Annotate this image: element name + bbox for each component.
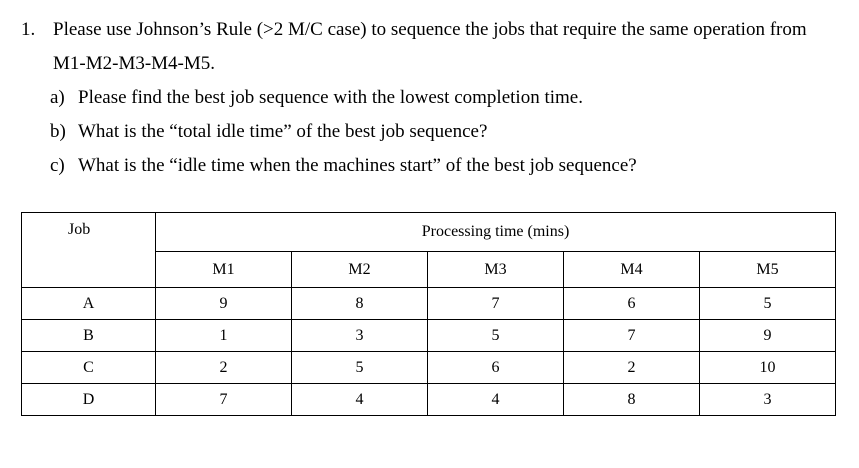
time-cell: 3 [292,320,428,352]
time-cell: 4 [428,384,564,416]
time-cell: 1 [156,320,292,352]
time-cell: 2 [156,352,292,384]
time-cell: 5 [292,352,428,384]
machine-header-m2: M2 [292,252,428,288]
question-text-line-1: Please use Johnson’s Rule (>2 M/C case) to sequence the jobs that require the same operation from [53,19,807,40]
sub-question-c-letter: c) [50,155,65,176]
time-cell: 6 [564,288,700,320]
job-column-header: Job [22,213,156,288]
table-row [22,288,836,320]
time-cell: 8 [564,384,700,416]
time-cell: 4 [292,384,428,416]
sub-question-a-letter: a) [50,87,65,108]
time-cell: 9 [156,288,292,320]
time-cell: 3 [700,384,836,416]
time-cell: 2 [564,352,700,384]
job-cell: B [22,320,156,352]
machine-header-m5: M5 [700,252,836,288]
processing-time-header: Processing time (mins) [156,213,836,252]
machine-header-m3: M3 [428,252,564,288]
table-row [22,384,836,416]
sub-question-b [50,120,487,144]
time-cell: 7 [156,384,292,416]
sub-question-c-text: What is the “idle time when the machines start” of the best job sequence? [78,155,637,176]
job-cell: C [22,352,156,384]
time-cell: 6 [428,352,564,384]
question-line-2 [53,52,215,76]
time-cell: 9 [700,320,836,352]
question-number: 1. [21,19,36,40]
sub-question-a [50,86,583,110]
processing-time-table [21,212,836,416]
table-header-row [22,213,836,252]
time-cell: 5 [428,320,564,352]
sub-question-b-text: What is the “total idle time” of the best job sequence? [78,121,488,142]
time-cell: 5 [700,288,836,320]
sub-question-a-text: Please find the best job sequence with the lowest completion time. [78,87,583,108]
table-row [22,320,836,352]
sub-question-c [50,154,637,178]
machine-header-m1: M1 [156,252,292,288]
question-line-1 [21,18,807,42]
question-text-line-2: M1-M2-M3-M4-M5. [53,53,216,74]
machine-header-m4: M4 [564,252,700,288]
job-cell: A [22,288,156,320]
time-cell: 7 [564,320,700,352]
sub-question-b-letter: b) [50,121,66,142]
time-cell: 8 [292,288,428,320]
job-cell: D [22,384,156,416]
time-cell: 7 [428,288,564,320]
table-row [22,352,836,384]
time-cell: 10 [700,352,836,384]
